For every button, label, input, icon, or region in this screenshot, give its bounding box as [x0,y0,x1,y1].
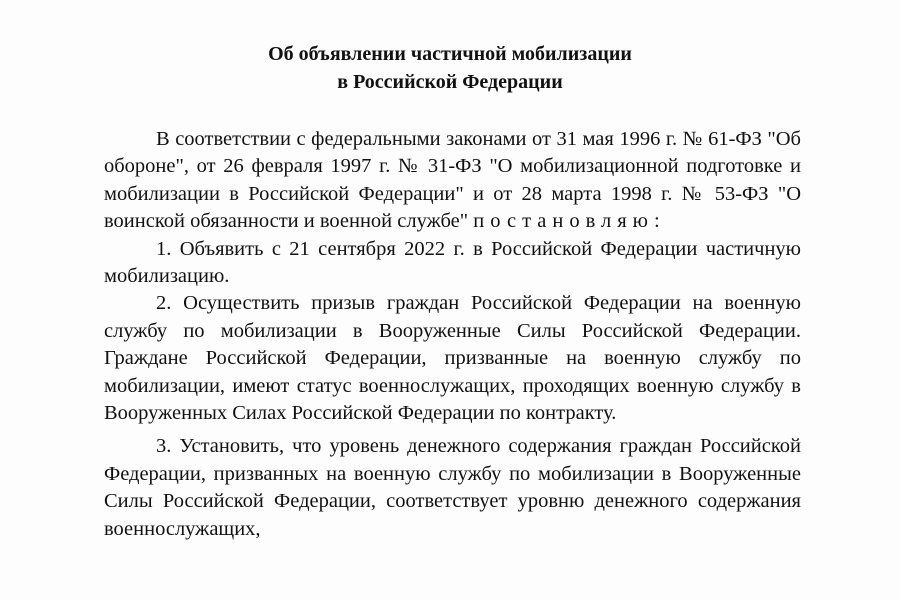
item-2-paragraph: 2. Осуществить призыв граждан Российской Федерации на военную службу по мобилизации в Вооруженные Силы Российской Федерации. Граждане Российской Федерации, призванные на военную службу по мобилизации, имеют статус военнослужащих, проходящих военную службу в Вооруженных Силах Российской Федерации по контракту. [104,292,801,425]
item-1-paragraph: 1. Объявить с 21 сентября 2022 г. в Российской Федерации частичную мобилизацию. [104,237,801,288]
preamble-text: В соответствии с федеральными законами от 31 мая 1996 г. № 61-ФЗ "Об обороне", от 26 февраля 1997 г. № 31-ФЗ "О мобилизационной подготовке и мобилизации в Российской Федерации" и от 28 марта 1998 г. № 53-ФЗ "О воинской обязанности и военной службе" [104,128,801,233]
title-line-1: Об объявлении частичной мобилизации [268,43,632,65]
document-body [104,126,801,543]
item-3-paragraph: 3. Установить, что уровень денежного содержания граждан Российской Федерации, призванных на военную службу по мобилизации в Вооруженные Силы Российской Федерации, соответствует уровню денежного содержания военнослужащих, [104,435,801,540]
postanovlyayu-word: постановляю: [473,210,666,233]
title-line-2: в Российской Федерации [337,71,563,93]
preamble-paragraph [104,126,801,236]
document-title [0,40,900,96]
